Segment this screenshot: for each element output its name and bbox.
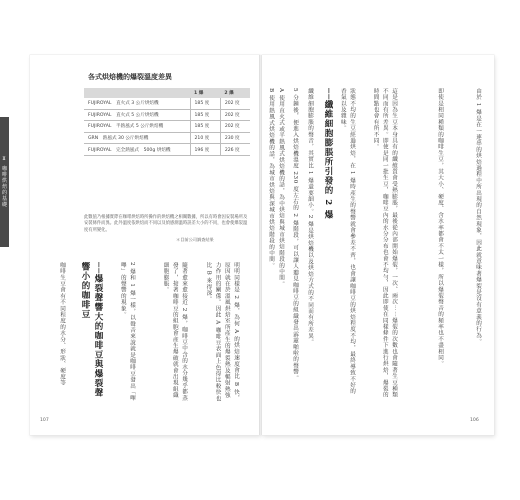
table-header-row (84, 88, 250, 98)
page-number-right: 106 (470, 418, 479, 423)
table-cell-second-crack: 202 度 (220, 98, 250, 109)
table-row (84, 132, 250, 144)
body-paragraph: B 使用熱風式烘焙機的話，為城市烘焙與深城市烘焙階段的中間。 (268, 88, 274, 269)
table-cell-model: GRN 熱風式 30 公斤烘焙機 (84, 132, 190, 144)
body-paragraph: 這是因為生豆本身具有的纖維質會受熱膨脹，最後從內部開始爆裂，一次、兩次⋯⋯爆裂的次數也會隨著生豆種類不同而有所差異。即使是同一批生豆，咖啡豆內的水分分布也會不均勻，因此即使在同樣條件下進行烘焙，爆裂的時間點也會有所不同。 (372, 88, 397, 398)
section-heading: ──纖維細胞膨脹所引發的 2 爆 (323, 88, 333, 220)
body-paragraph: 狀態不均的生豆經過烘焙，在 1 爆時產生的聲響就會參差不齊，也會讓咖啡豆的烘焙程度不均，最終導致不好的香氣以及雜味。 (340, 88, 355, 395)
body-paragraph: A 使用直火式或半熱風式烘焙機的話，為中烘焙與城市烘焙階段的中間。 (278, 88, 284, 288)
table-cell-model: FUJIROYAL 完全熱風式 500g 烘焙機 (84, 144, 190, 156)
roaster-temperature-table (84, 88, 250, 156)
table-header-cell: 2 爆 (220, 88, 250, 98)
body-paragraph: 明明同樣是 2 爆，為何 A 的烘焙速度會比 B 快，原因就在於溫風烘焙室所產生的爆裂熱及輻射熱強力作用的關係。因此 A 咖啡豆表面上色得比較快也比 B 來得深。 (205, 262, 239, 402)
table-cell-model: FUJIROYAL 直火式 3 公斤烘焙機 (84, 98, 190, 109)
table-header-cell: 1 爆 (190, 88, 220, 98)
body-paragraph: 5 分鐘後，便進入烘焙機溫度 230 度左右的 2 爆階段，可以讓人聽見咖啡豆的組織發出霹靂啪啦的聲響。 (292, 88, 298, 382)
table-row (84, 144, 250, 156)
table-row (84, 98, 250, 109)
table-cell-first-crack: 210 度 (190, 132, 220, 144)
section-heading: ──爆裂聲響大的咖啡豆與爆裂聲響小的咖啡豆 (80, 262, 103, 398)
table-cell-model: FUJIROYAL 直火式 5 公斤烘焙機 (84, 109, 190, 121)
table-cell-first-crack: 185 度 (190, 98, 220, 109)
body-paragraph: 纖維細胞膨脹的聲音，其實比 1 爆還要細小。2 爆是烘焙機以及烘焙方式的不同而有所差異。 (307, 88, 313, 346)
table-header-cell (84, 88, 190, 98)
table-cell-model: FUJIROYAL 半熱風式 5 公斤烘焙機 (84, 121, 190, 133)
table-cell-first-crack: 185 度 (190, 109, 220, 121)
table-cell-second-crack: 202 度 (220, 109, 250, 121)
body-paragraph: 2 爆和 1 爆一樣，以聲音來說就是咖啡豆發出「嗶嗶」的聲響的現象。 (119, 262, 135, 402)
page-number-left: 107 (40, 418, 49, 423)
table-footnote: 此數值乃根據實際在咖啡烘焙時所操作的烘焙機之相關數據，所以有時會因安裝場所及安裝條件而異。此外溫度依烘焙而不同以及偵感測溫時誤差大小的不同，也會使爆裂溫度有所變化。 (84, 215, 248, 233)
body-paragraph: 即使是相同種類的咖啡生豆，其大小、硬度、含水率都會不太一樣，所以爆裂聲音的頻率也不盡相同。 (437, 88, 443, 367)
table-row (84, 109, 250, 121)
table-cell-second-crack: 226 度 (220, 144, 250, 156)
chapter-side-tab: Ⅱ 咖啡烘焙的基礎 (0, 117, 9, 247)
body-paragraph: 由於 1 爆是在一連串的烘焙過程中所出現的自然現象，因此就意味著爆裂是沒有意義的行為。 (475, 88, 481, 345)
body-paragraph: 隨著愈來愈接近 2 爆，咖啡豆中含的水分幾乎都蒸發了，接著咖啡豆的組胞會產生爆破就會出現組織細胞膨脹。 (162, 262, 187, 402)
table-cell-first-crack: 196 度 (190, 144, 220, 156)
table-source-note: ＊目前公司調查結果 (176, 237, 214, 242)
table-cell-second-crack: 202 度 (220, 121, 250, 133)
body-paragraph: 咖啡生豆會有不同程度的水分、形狀、硬度等 (59, 262, 65, 386)
table-cell-first-crack: 185 度 (190, 121, 220, 133)
table-cell-second-crack: 230 度 (220, 132, 250, 144)
table-row (84, 121, 250, 133)
table-title: 各式烘焙機的爆裂溫度差異 (88, 73, 172, 81)
